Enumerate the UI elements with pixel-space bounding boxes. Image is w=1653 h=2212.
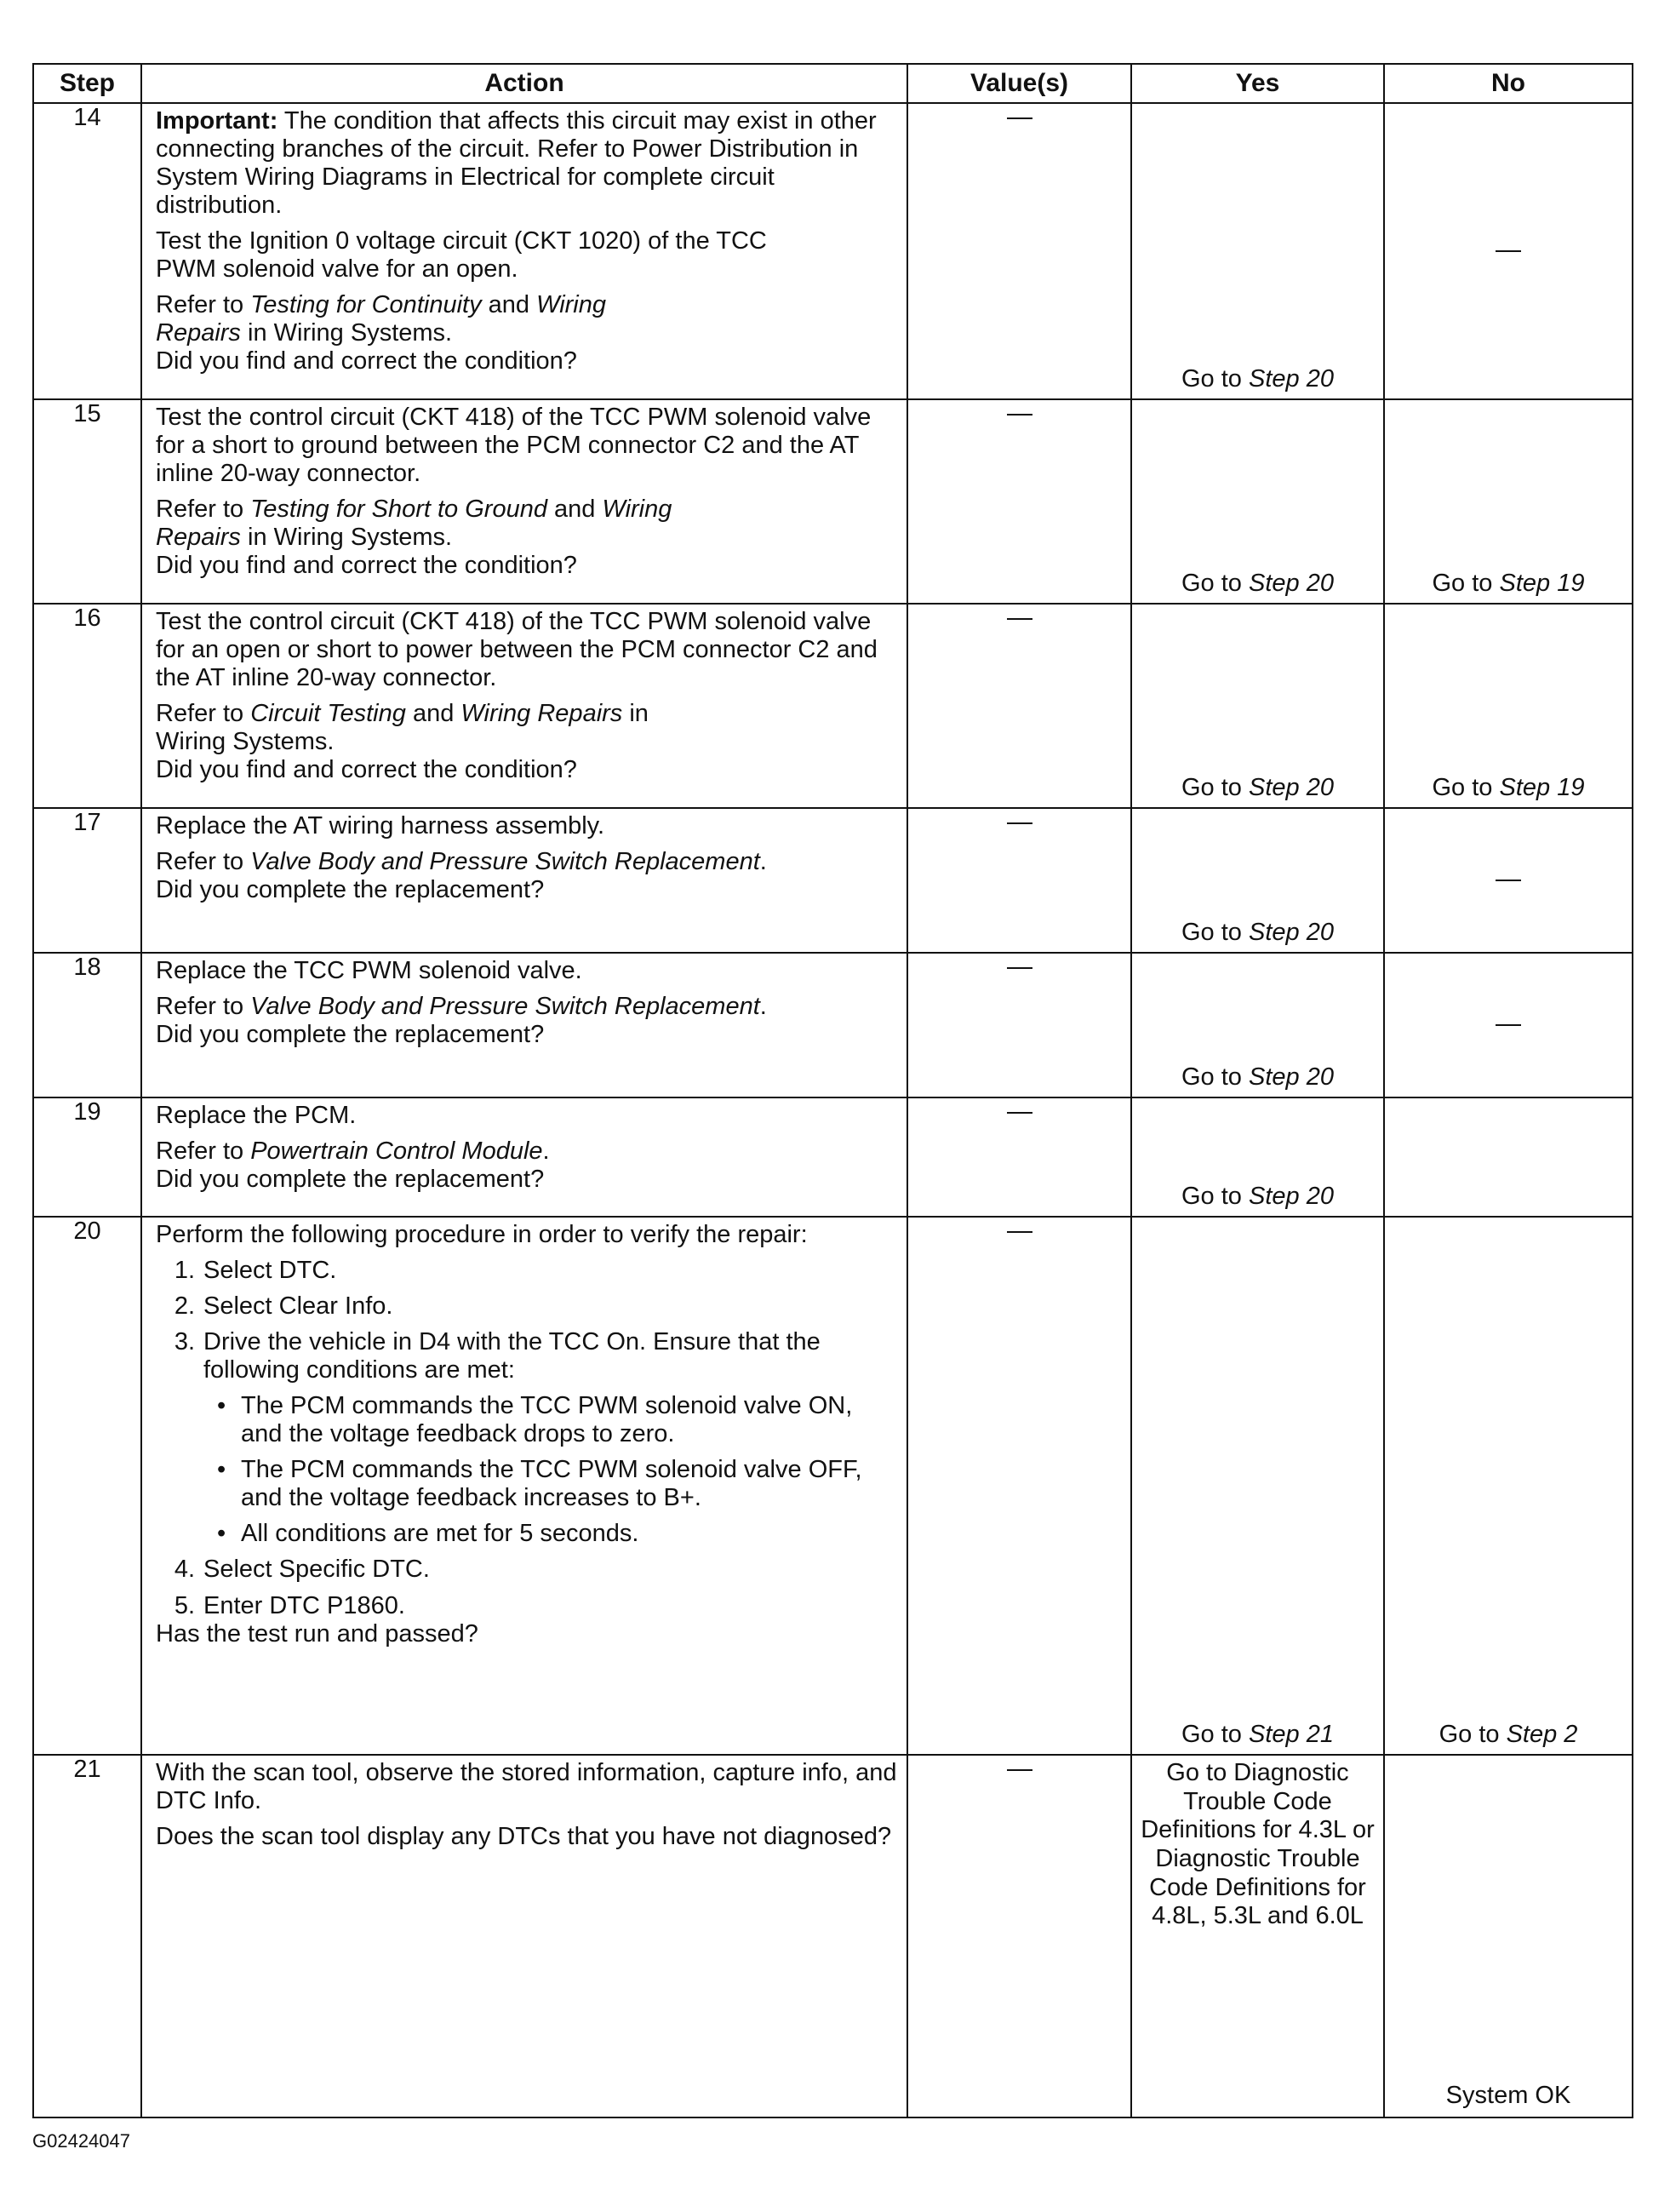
header-yes: Yes bbox=[1131, 64, 1384, 103]
refer-link: Valve Body and Pressure Switch Replacement bbox=[250, 848, 760, 876]
table-row bbox=[33, 103, 1633, 399]
bullet-text: The PCM commands the TCC PWM solenoid valve OFF, and the voltage feedback increases to B+. bbox=[241, 1456, 862, 1512]
procedure-intro: Perform the following procedure in order to verify the repair: bbox=[156, 1221, 808, 1248]
refer-suffix: in Wiring Systems. bbox=[240, 524, 453, 552]
action-cell bbox=[141, 953, 907, 1097]
go-to-step bbox=[1132, 919, 1383, 947]
bullet-mark: • bbox=[217, 1520, 226, 1548]
step-ref: Step 20 bbox=[1249, 364, 1334, 393]
step-number: 18 bbox=[33, 953, 141, 1097]
refer-link: Testing for Continuity bbox=[250, 291, 482, 319]
yes-cell bbox=[1131, 808, 1384, 953]
value-cell bbox=[907, 1097, 1131, 1217]
dash-mark bbox=[1496, 250, 1521, 252]
diagnostic-table bbox=[32, 63, 1633, 2118]
question: Does the scan tool display any DTCs that you have not diagnosed? bbox=[156, 1823, 892, 1851]
refer-link: Testing for Short to Ground bbox=[250, 496, 547, 524]
important-label: Important: bbox=[156, 107, 278, 135]
no-cell bbox=[1384, 1755, 1633, 2117]
refer-prefix: Refer to bbox=[156, 848, 251, 876]
list-text: Select Specific DTC. bbox=[203, 1556, 430, 1584]
header-no: No bbox=[1384, 64, 1633, 103]
go-to-label: Go to bbox=[1432, 569, 1500, 597]
step-ref: Step 2 bbox=[1506, 1720, 1578, 1748]
go-to-label: Go to bbox=[1181, 773, 1249, 801]
refer-and: and bbox=[546, 496, 603, 524]
dash-mark bbox=[1007, 618, 1032, 620]
list-item bbox=[156, 1328, 898, 1384]
test-instruction: Test the Ignition 0 voltage circuit (CKT 1020) of the TCC PWM solenoid valve for an open. bbox=[156, 227, 767, 284]
step-number: 21 bbox=[33, 1755, 141, 2117]
step-ref: Step 20 bbox=[1249, 1182, 1334, 1210]
action-cell bbox=[141, 604, 907, 808]
go-to-label: Go to bbox=[1432, 773, 1500, 801]
refer-suffix: . bbox=[759, 993, 767, 1021]
step-number: 15 bbox=[33, 399, 141, 604]
dash-mark bbox=[1007, 967, 1032, 969]
no-cell bbox=[1384, 103, 1633, 399]
bullet-mark: • bbox=[217, 1392, 226, 1420]
go-to-label: Go to bbox=[1181, 1182, 1249, 1210]
refer-link: Circuit Testing bbox=[250, 700, 406, 728]
table-row bbox=[33, 953, 1633, 1097]
observe-instruction: With the scan tool, observe the stored information, capture info, and DTC Info. bbox=[156, 1759, 897, 1815]
action-cell bbox=[141, 1217, 907, 1755]
go-to-step bbox=[1132, 1721, 1383, 1749]
dash-mark bbox=[1007, 414, 1032, 415]
action-cell bbox=[141, 1097, 907, 1217]
yes-cell bbox=[1131, 1217, 1384, 1755]
question: Did you find and correct the condition? bbox=[156, 552, 577, 580]
question: Did you find and correct the condition? bbox=[156, 347, 577, 375]
step-ref: Step 20 bbox=[1249, 569, 1334, 597]
yes-cell bbox=[1131, 399, 1384, 604]
go-to-step bbox=[1132, 774, 1383, 802]
dash-mark bbox=[1007, 1231, 1032, 1233]
go-to-step bbox=[1132, 1063, 1383, 1092]
go-to-label: Go to bbox=[1181, 364, 1249, 393]
dash-mark bbox=[1496, 1024, 1521, 1026]
list-item bbox=[156, 1257, 898, 1285]
go-to-label: Go to bbox=[1181, 569, 1249, 597]
yes-cell bbox=[1131, 1755, 1384, 2117]
list-item bbox=[156, 1592, 898, 1620]
go-to-step bbox=[1132, 1183, 1383, 1211]
step-ref: Step 19 bbox=[1499, 569, 1585, 597]
value-cell bbox=[907, 103, 1131, 399]
list-text: Select DTC. bbox=[203, 1257, 337, 1285]
refer-instruction bbox=[156, 1138, 898, 1166]
value-cell bbox=[907, 1755, 1131, 2117]
refer-suffix: . bbox=[759, 848, 767, 876]
refer-prefix: Refer to bbox=[156, 291, 251, 319]
action-cell bbox=[141, 103, 907, 399]
refer-instruction bbox=[156, 496, 898, 552]
list-text: Select Clear Info. bbox=[203, 1292, 393, 1321]
refer-suffix: in Wiring Systems. bbox=[240, 319, 453, 347]
refer-prefix: Refer to bbox=[156, 700, 251, 728]
dash-mark bbox=[1007, 822, 1032, 824]
replace-instruction: Replace the PCM. bbox=[156, 1102, 357, 1129]
test-instruction: Test the control circuit (CKT 418) of the TCC PWM solenoid valve for an open or short to power between the PCM connector C2 and the AT inline 20-way connector. bbox=[156, 608, 878, 692]
header-row bbox=[33, 64, 1633, 103]
action-cell bbox=[141, 808, 907, 953]
go-to-label: Go to bbox=[1181, 918, 1249, 946]
go-to-step bbox=[1385, 1721, 1632, 1749]
no-cell bbox=[1384, 604, 1633, 808]
no-cell bbox=[1384, 399, 1633, 604]
step-ref: Step 19 bbox=[1499, 773, 1585, 801]
figure-id: G02424047 bbox=[32, 2130, 130, 2152]
step-ref: Step 21 bbox=[1249, 1720, 1334, 1748]
refer-instruction bbox=[156, 700, 898, 756]
step-number: 14 bbox=[33, 103, 141, 399]
no-cell bbox=[1384, 808, 1633, 953]
question: Did you complete the replacement? bbox=[156, 1166, 545, 1194]
refer-link: Wiring Repairs bbox=[156, 496, 672, 552]
question: Has the test run and passed? bbox=[156, 1619, 478, 1648]
bullet-mark: • bbox=[217, 1456, 226, 1484]
refer-prefix: Refer to bbox=[156, 993, 251, 1021]
yes-cell bbox=[1131, 604, 1384, 808]
value-cell bbox=[907, 604, 1131, 808]
no-cell bbox=[1384, 1217, 1633, 1755]
replace-instruction: Replace the TCC PWM solenoid valve. bbox=[156, 957, 582, 984]
table-row bbox=[33, 1755, 1633, 2117]
refer-link: Powertrain Control Module bbox=[250, 1138, 543, 1166]
bullet-item bbox=[217, 1456, 898, 1512]
list-number: 4. bbox=[174, 1556, 195, 1584]
go-to-label: Go to bbox=[1181, 1063, 1249, 1091]
step-ref: Step 20 bbox=[1249, 918, 1334, 946]
no-cell bbox=[1384, 1097, 1633, 1217]
yes-cell bbox=[1131, 1097, 1384, 1217]
header-values: Value(s) bbox=[907, 64, 1131, 103]
list-item bbox=[156, 1556, 898, 1584]
bullet-item bbox=[217, 1392, 898, 1448]
value-cell bbox=[907, 808, 1131, 953]
question: Did you complete the replacement? bbox=[156, 876, 545, 904]
go-to-step bbox=[1385, 774, 1632, 802]
go-to-step bbox=[1132, 570, 1383, 598]
refer-instruction bbox=[156, 848, 898, 876]
step-number: 17 bbox=[33, 808, 141, 953]
refer-suffix: . bbox=[542, 1138, 550, 1166]
system-ok-text: System OK bbox=[1445, 2081, 1571, 2109]
go-to-label: Go to bbox=[1439, 1720, 1507, 1748]
yes-cell bbox=[1131, 953, 1384, 1097]
step-number: 16 bbox=[33, 604, 141, 808]
list-number: 5. bbox=[174, 1591, 195, 1619]
refer-suffix: in Wiring Systems. bbox=[156, 700, 649, 756]
refer-instruction bbox=[156, 993, 898, 1021]
dash-mark bbox=[1496, 880, 1521, 881]
important-note bbox=[156, 107, 898, 220]
step-number: 19 bbox=[33, 1097, 141, 1217]
value-cell bbox=[907, 953, 1131, 1097]
action-cell bbox=[141, 1755, 907, 2117]
header-step: Step bbox=[33, 64, 141, 103]
step-number: 20 bbox=[33, 1217, 141, 1755]
list-text: Drive the vehicle in D4 with the TCC On. Ensure that the following conditions are met: bbox=[203, 1328, 821, 1384]
question: Did you complete the replacement? bbox=[156, 1021, 545, 1049]
list-number: 3. bbox=[174, 1328, 195, 1356]
important-text: The condition that affects this circuit may exist in other connecting branches of the circuit. Refer to Power Distribution in System Wiring Diagrams in Electrical for complete circuit distribution. bbox=[156, 107, 877, 220]
no-cell bbox=[1384, 953, 1633, 1097]
bullet-text: The PCM commands the TCC PWM solenoid valve ON, and the voltage feedback drops to zero. bbox=[241, 1392, 853, 1448]
step-ref: Step 20 bbox=[1249, 773, 1334, 801]
header-action: Action bbox=[141, 64, 907, 103]
refer-prefix: Refer to bbox=[156, 1138, 251, 1166]
table-row bbox=[33, 604, 1633, 808]
table-row bbox=[33, 399, 1633, 604]
refer-link: Valve Body and Pressure Switch Replacement bbox=[250, 993, 760, 1021]
table-row bbox=[33, 808, 1633, 953]
refer-prefix: Refer to bbox=[156, 496, 251, 524]
list-number: 2. bbox=[174, 1292, 195, 1321]
question: Did you find and correct the condition? bbox=[156, 756, 577, 784]
table-row bbox=[33, 1097, 1633, 1217]
yes-cell bbox=[1131, 103, 1384, 399]
action-cell bbox=[141, 399, 907, 604]
refer-link: Wiring Repairs bbox=[156, 291, 606, 347]
list-text: Enter DTC P1860. bbox=[203, 1591, 405, 1619]
list-item bbox=[156, 1292, 898, 1321]
refer-link: Wiring Repairs bbox=[460, 700, 623, 728]
go-to-label: Go to bbox=[1181, 1720, 1249, 1748]
go-to-step bbox=[1385, 570, 1632, 598]
refer-instruction bbox=[156, 291, 898, 347]
replace-instruction: Replace the AT wiring harness assembly. bbox=[156, 812, 605, 840]
dash-mark bbox=[1007, 1112, 1032, 1114]
refer-and: and bbox=[481, 291, 537, 319]
value-cell bbox=[907, 399, 1131, 604]
dash-mark bbox=[1007, 1769, 1032, 1771]
go-to-step bbox=[1132, 365, 1383, 393]
dash-mark bbox=[1007, 117, 1032, 119]
bullet-text: All conditions are met for 5 seconds. bbox=[241, 1520, 639, 1548]
test-instruction: Test the control circuit (CKT 418) of the TCC PWM solenoid valve for a short to ground between the PCM connector C2 and the AT inline 20-way connector. bbox=[156, 404, 872, 488]
table-row bbox=[33, 1217, 1633, 1755]
value-cell bbox=[907, 1217, 1131, 1755]
step-ref: Step 20 bbox=[1249, 1063, 1334, 1091]
refer-and: and bbox=[405, 700, 461, 728]
list-number: 1. bbox=[174, 1257, 195, 1285]
dtc-definitions-reference: Go to Diagnostic Trouble Code Definitions for 4.3L or Diagnostic Trouble Code Definitions for 4.8L, 5.3L and 6.0L bbox=[1141, 1759, 1375, 1930]
bullet-item bbox=[217, 1520, 898, 1548]
